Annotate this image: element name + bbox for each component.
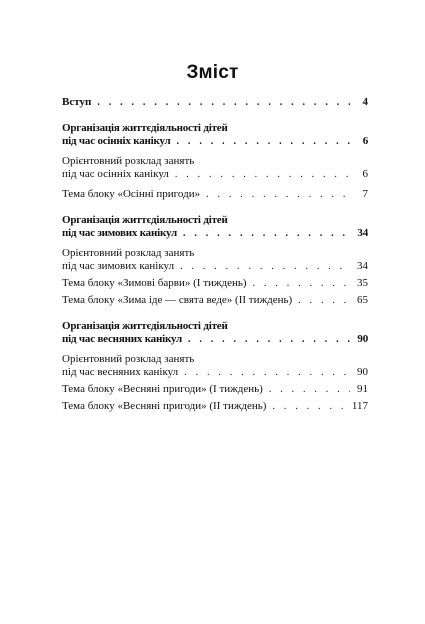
dot-leader (180, 260, 350, 273)
dot-leader (298, 294, 350, 307)
toc-entry-spring-organization[interactable] (62, 320, 368, 346)
toc-page-number: 35 (357, 277, 368, 289)
toc-entry-title: під час зимових канікул (62, 227, 177, 239)
toc-page-number: 117 (351, 400, 368, 412)
toc-entry-title: під час весняних канікул (62, 366, 179, 378)
toc-entry-winter-theme-week-2[interactable] (62, 294, 368, 307)
dot-leader (188, 333, 350, 346)
toc-entry-title-line: Організація життєдіяльності дітей (62, 122, 228, 134)
toc-page-number: 34 (357, 260, 368, 272)
toc-page-number: 6 (362, 168, 368, 180)
toc-entry-spring-theme-week-1[interactable] (62, 383, 368, 396)
toc-page-number: 90 (357, 366, 368, 378)
dot-leader (183, 227, 350, 240)
toc-entry-spring-schedule[interactable] (62, 353, 368, 379)
toc-entry-autumn-theme[interactable] (62, 188, 368, 201)
toc-entry-title-line: Організація життєдіяльності дітей (62, 320, 228, 332)
toc-entry-title: Тема блоку «Весняні пригоди» (ІІ тиждень) (62, 400, 267, 412)
toc-entry-autumn-organization[interactable] (62, 122, 368, 148)
toc-page-number: 90 (357, 333, 368, 345)
dot-leader (97, 96, 350, 109)
toc-page-number: 6 (362, 135, 368, 147)
dot-leader (184, 366, 350, 379)
toc-page-number: 34 (357, 227, 368, 239)
toc-entry-title: під час зимових канікул (62, 260, 175, 272)
toc-entry-title: Тема блоку «Весняні пригоди» (І тиждень) (62, 383, 263, 395)
toc-entry-autumn-schedule[interactable] (62, 155, 368, 181)
toc-entry-title: Вступ (62, 96, 92, 108)
toc-entry-title-line: Орієнтовний розклад занять (62, 353, 195, 365)
toc-entry-winter-theme-week-1[interactable] (62, 277, 368, 290)
toc-entry-title: Тема блоку «Зимові барви» (І тиждень) (62, 277, 247, 289)
dot-leader (175, 168, 350, 181)
toc-entry-title-line: Орієнтовний розклад занять (62, 155, 195, 167)
toc-page-number: 7 (362, 188, 368, 200)
toc-entry-spring-theme-week-2[interactable] (62, 400, 368, 413)
toc-page-number: 91 (357, 383, 368, 395)
toc-entry-title: під час осінніх канікул (62, 135, 171, 147)
dot-leader (253, 277, 350, 290)
dot-leader (206, 188, 350, 201)
page-title: Зміст (186, 62, 239, 83)
toc-entry-title: під час осінніх канікул (62, 168, 169, 180)
dot-leader (177, 135, 350, 148)
toc-entry-title-line: Організація життєдіяльності дітей (62, 214, 228, 226)
toc-page-number: 65 (357, 294, 368, 306)
toc-page-number: 4 (362, 96, 368, 108)
dot-leader (272, 400, 347, 413)
toc-entry-intro[interactable] (62, 96, 368, 109)
toc-entry-title-line: Орієнтовний розклад занять (62, 247, 195, 259)
dot-leader (269, 383, 350, 396)
toc-entry-title: під час весняних канікул (62, 333, 182, 345)
toc-entry-title: Тема блоку «Зима іде — свята веде» (ІІ тиждень) (62, 294, 293, 306)
toc-entry-title: Тема блоку «Осінні пригоди» (62, 188, 201, 200)
toc-entry-winter-organization[interactable] (62, 214, 368, 240)
table-of-contents (62, 92, 368, 413)
toc-entry-winter-schedule[interactable] (62, 247, 368, 273)
